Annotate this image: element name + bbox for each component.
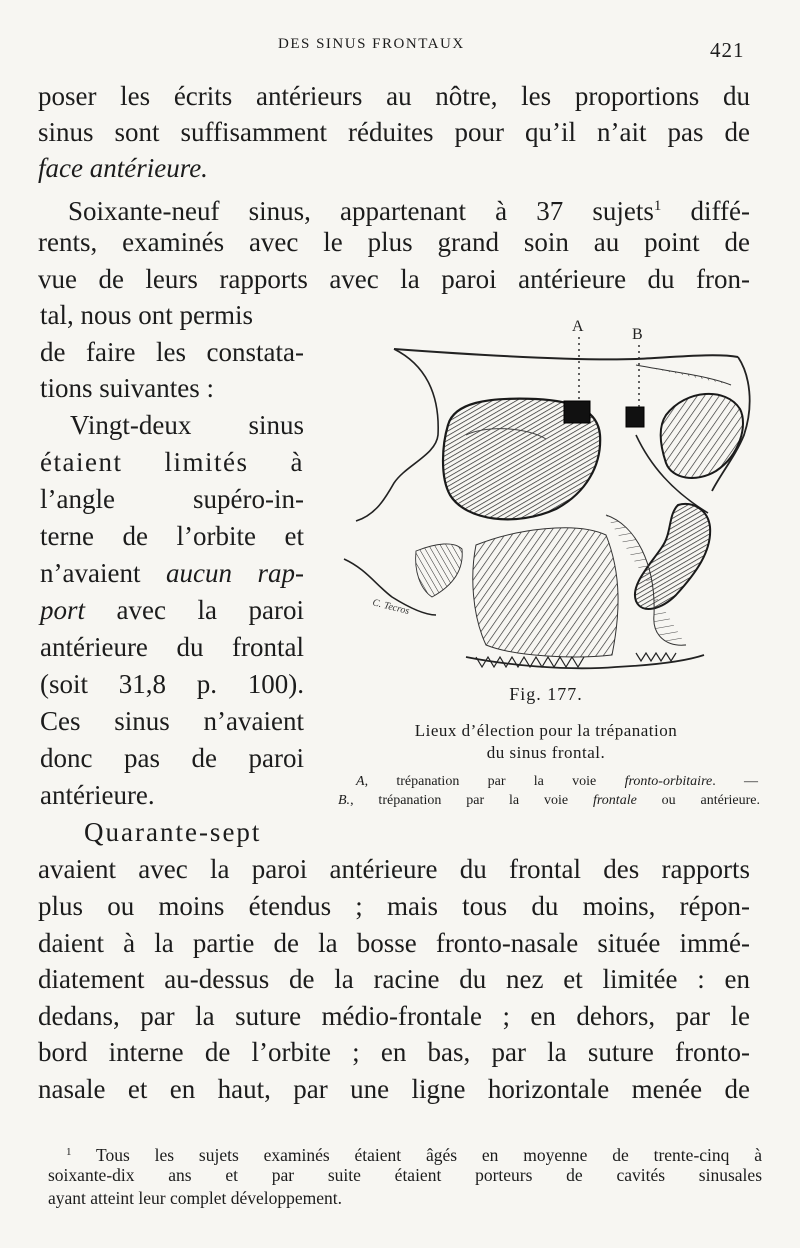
figure-label: Fig. 177. bbox=[509, 684, 583, 704]
footnote-line: ayant atteint leur complet développement. bbox=[48, 1188, 342, 1208]
note-text-italic: frontale bbox=[592, 793, 637, 808]
body-text: n’avaient bbox=[40, 558, 166, 588]
artist-signature: C. Tecros bbox=[371, 597, 411, 618]
column-line: antérieure du frontal bbox=[40, 632, 304, 662]
body-line: avaient avec la paroi antérieure du frontal des rapports bbox=[38, 854, 750, 884]
footnote-line: soixante-dix ans et par suite étaient porteurs de cavités sinusales bbox=[48, 1165, 762, 1185]
figure-title bbox=[336, 720, 756, 764]
note-text: . — bbox=[712, 774, 759, 789]
body-line: dedans, par la suture médio-frontale ; en dehors, par le bbox=[38, 1001, 750, 1031]
column-line: terne de l’orbite et bbox=[40, 521, 304, 551]
column-line: Quarante-sept bbox=[84, 817, 262, 847]
column-line: donc pas de paroi bbox=[40, 743, 304, 773]
column-line: (soit 31,8 p. 100). bbox=[40, 669, 304, 699]
body-line: diatement au-dessus de la racine du nez et limitée : en bbox=[38, 964, 750, 994]
note-letter: A bbox=[356, 774, 365, 789]
footnote-text: Tous les sujets examinés étaient âgés en moyenne de trente-cinq à bbox=[71, 1145, 762, 1165]
footnote-mark: 1 bbox=[66, 1146, 72, 1158]
body-text: diffé- bbox=[661, 196, 750, 226]
body-line: poser les écrits antérieurs au nôtre, les proportions du bbox=[38, 81, 750, 111]
column-line: tal, nous ont permis bbox=[40, 300, 253, 330]
skull-illustration bbox=[336, 315, 756, 685]
body-line-italic: face antérieure. bbox=[38, 153, 208, 183]
footnote-reference: 1 bbox=[653, 198, 662, 214]
note-letter: B. bbox=[338, 793, 351, 808]
body-line: nasale et en haut, par une ligne horizontale menée de bbox=[38, 1074, 750, 1104]
body-text: Soixante-neuf sinus, appartenant à 37 sujets bbox=[68, 196, 654, 226]
marker-a-label: A bbox=[572, 318, 584, 335]
body-line bbox=[68, 188, 750, 229]
figure-title-line: Lieux d’élection pour la trépanation bbox=[414, 721, 678, 740]
body-line: sinus sont suffisamment réduites pour qu’il n’ait pas de bbox=[38, 117, 750, 147]
column-line: Ces sinus n’avaient bbox=[40, 706, 304, 736]
note-text: , trépanation par la voie bbox=[350, 793, 593, 808]
page-number: 421 bbox=[710, 38, 745, 62]
running-title: DES SINUS FRONTAUX bbox=[278, 36, 465, 52]
note-text: , trépanation par la voie bbox=[364, 774, 625, 789]
body-line: plus ou moins étendus ; mais tous du moins, répon- bbox=[38, 891, 750, 921]
column-line: antérieure. bbox=[40, 780, 155, 810]
body-line: daient à la partie de la bosse fronto-nasale située immé- bbox=[38, 928, 750, 958]
body-text: avec la paroi bbox=[85, 595, 304, 625]
column-line bbox=[40, 592, 304, 628]
column-line bbox=[40, 555, 304, 591]
column-line: Vingt-deux sinus bbox=[70, 410, 304, 440]
column-line: l’angle supéro-in- bbox=[40, 484, 304, 514]
figure-title-line: du sinus frontal. bbox=[486, 743, 606, 762]
marker-b-label: B bbox=[632, 326, 643, 343]
figure-note-line bbox=[338, 791, 760, 810]
body-line: bord interne de l’orbite ; en bas, par la suture fronto- bbox=[38, 1037, 750, 1067]
body-line: rents, examinés avec le plus grand soin au point de bbox=[38, 227, 750, 257]
column-line: étaient limités à bbox=[40, 447, 304, 477]
figure-note-line bbox=[356, 772, 758, 791]
column-line: tions suivantes : bbox=[40, 373, 214, 403]
note-text: ou antérieure. bbox=[636, 793, 760, 808]
note-text-italic: fronto-orbitaire bbox=[624, 774, 713, 789]
body-line: vue de leurs rapports avec la paroi antérieure du fron- bbox=[38, 264, 750, 294]
body-text-italic: aucun rap- bbox=[165, 558, 304, 588]
column-line: de faire les constata- bbox=[40, 337, 304, 367]
body-text-italic: port bbox=[40, 595, 86, 625]
